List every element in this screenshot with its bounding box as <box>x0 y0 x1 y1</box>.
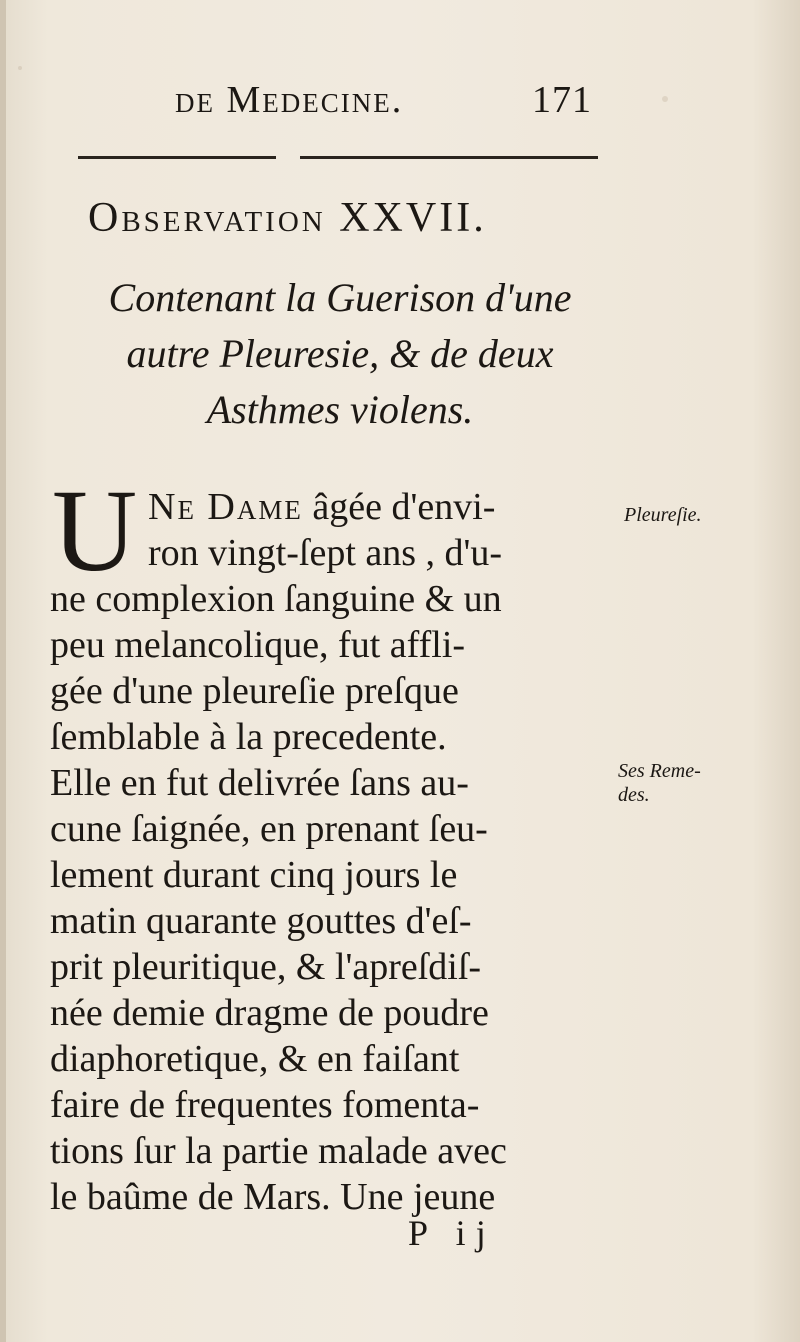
body-line: ne complexion ſanguine & un <box>50 578 502 620</box>
body-line: peu melancolique, fut affli- <box>50 624 466 666</box>
body-first-line <box>148 484 602 530</box>
body-line: diaphoretique, & en faiſant <box>50 1038 460 1080</box>
header-rule-left <box>78 156 276 159</box>
observation-title: Observation XXVII. <box>88 195 487 241</box>
page-edge <box>0 0 6 1342</box>
body-line: tions ſur la partie malade avec <box>50 1130 507 1172</box>
body-line: née demie dragme de poudre <box>50 992 489 1034</box>
body-line: faire de frequentes fomenta- <box>50 1084 480 1126</box>
first-line-rest: âgée d'envi- <box>312 486 496 528</box>
subtitle-line: Contenant la Guerison d'une <box>108 275 572 320</box>
running-head: de Medecine. <box>175 79 404 121</box>
body-line: matin quarante gouttes d'eſ- <box>50 900 472 942</box>
body-line: ron vingt-ſept ans , d'u- <box>148 532 503 574</box>
header-rule-right <box>300 156 598 159</box>
body-line: le baûme de Mars. Une jeune <box>50 1176 496 1218</box>
subtitle-line: autre Pleuresie, & de deux <box>126 331 554 376</box>
margin-note: Ses Reme- <box>618 760 701 782</box>
body-line: lement durant cinq jours le <box>50 854 458 896</box>
paper-stain <box>662 96 668 102</box>
drop-cap: U <box>52 465 138 596</box>
body-line: gée d'une pleureſie preſque <box>50 670 459 712</box>
subtitle-line: Asthmes violens. <box>206 387 474 432</box>
first-line-lead: Ne Dame <box>148 486 303 528</box>
paper-stain <box>18 66 22 70</box>
body-line: Elle en fut delivrée ſans au- <box>50 762 469 804</box>
signature-mark: P ij <box>408 1213 496 1253</box>
margin-note: Pleureſie. <box>624 504 702 526</box>
body-line: prit pleuritique, & l'apreſdiſ- <box>50 946 482 988</box>
page-number: 171 <box>532 79 592 121</box>
page-header <box>0 72 800 132</box>
margin-note: des. <box>618 784 650 806</box>
body-line: cune ſaignée, en prenant ſeu- <box>50 808 488 850</box>
body-line: ſemblable à la precedente. <box>50 716 447 758</box>
